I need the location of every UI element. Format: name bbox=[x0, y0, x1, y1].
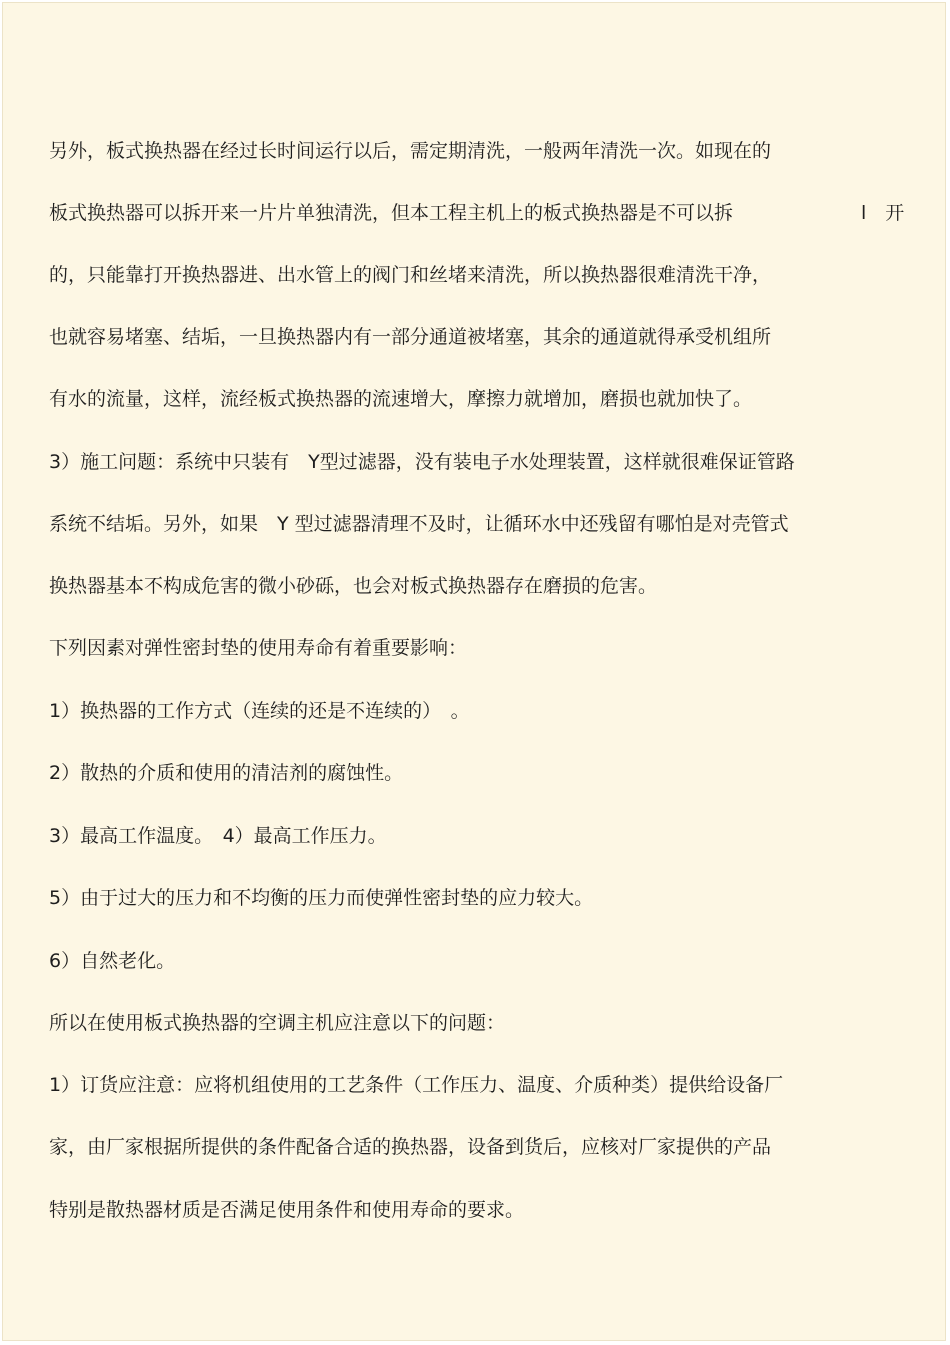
text-line-16: 1）订货应注意：应将机组使用的工艺条件（工作压力、温度、介质种类）提供给设备厂 bbox=[49, 1074, 784, 1096]
text-line-14: 6）自然老化。 bbox=[49, 950, 176, 972]
text-line-11: 2）散热的介质和使用的清洁剂的腐蚀性。 bbox=[49, 762, 404, 784]
text-line-8: 换热器基本不构成危害的微小砂砾，也会对板式换热器存在磨损的危害。 bbox=[49, 575, 658, 597]
text-line-17: 家，由厂家根据所提供的条件配备合适的换热器，设备到货后，应核对厂家提供的产品 bbox=[49, 1136, 772, 1158]
text-line-2: 板式换热器可以拆开来一片片单独清洗，但本工程主机上的板式换热器是不可以拆 bbox=[49, 202, 734, 224]
text-line-12: 3）最高工作温度。 4）最高工作压力。 bbox=[49, 825, 387, 847]
text-line-5: 有水的流量，这样，流经板式换热器的流速增大，摩擦力就增加，磨损也就加快了。 bbox=[49, 388, 753, 410]
text-line-18: 特别是散热器材质是否满足使用条件和使用寿命的要求。 bbox=[49, 1199, 525, 1221]
text-line-4: 也就容易堵塞、结垢，一旦换热器内有一部分通道被堵塞，其余的通道就得承受机组所 bbox=[49, 326, 772, 348]
text-line-9: 下列因素对弹性密封垫的使用寿命有着重要影响： bbox=[49, 637, 468, 659]
text-line-10: 1）换热器的工作方式（连续的还是不连续的） 。 bbox=[49, 700, 470, 722]
text-line-6: 3）施工问题：系统中只装有 Y型过滤器，没有装电子水处理装置，这样就很难保证管路 bbox=[49, 451, 795, 473]
document-page bbox=[2, 2, 946, 1341]
text-line-3: 的，只能靠打开换热器进、出水管上的阀门和丝堵来清洗，所以换热器很难清洗干净， bbox=[49, 264, 772, 286]
text-line-1: 另外，板式换热器在经过长时间运行以后，需定期清洗，一般两年清洗一次。如现在的 bbox=[49, 140, 772, 162]
text-line-2-tail: l 开 bbox=[861, 202, 905, 224]
text-line-13: 5）由于过大的压力和不均衡的压力而使弹性密封垫的应力较大。 bbox=[49, 887, 594, 909]
text-line-15: 所以在使用板式换热器的空调主机应注意以下的问题： bbox=[49, 1012, 506, 1034]
text-line-7: 系统不结垢。另外，如果 Y 型过滤器清理不及时，让循环水中还残留有哪怕是对壳管式 bbox=[49, 513, 789, 535]
